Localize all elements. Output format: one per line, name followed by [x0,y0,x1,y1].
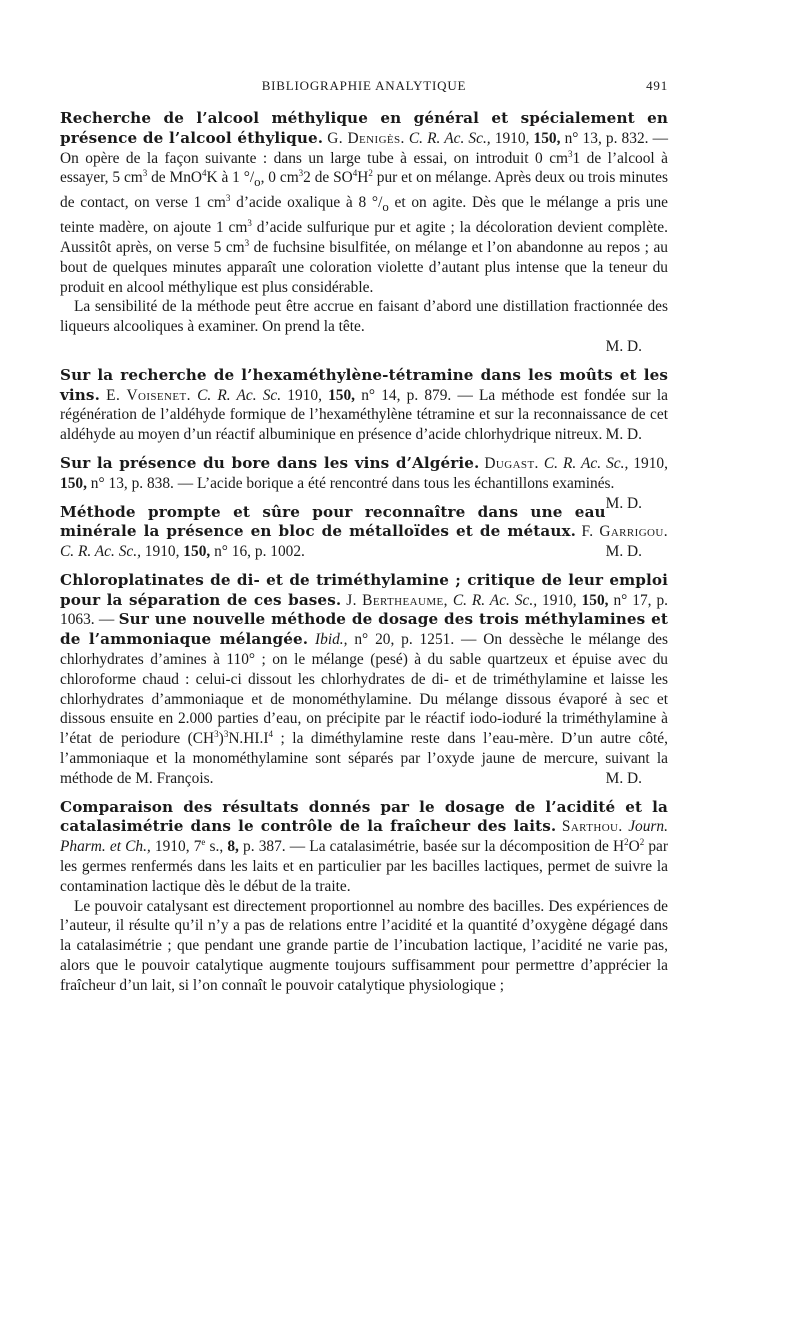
entry-signature: M. D. [605,769,642,787]
entry-year: 1910, [287,386,322,404]
entry-ref: p. 387. [243,838,286,856]
entry-author: F. Garrigou. [581,523,668,541]
entry-author: Dugast. [484,454,539,472]
abstract-entry [60,503,668,562]
entry-title: Sur la présence du bore dans les vins d’Algérie. [60,453,480,472]
entry-signature: M. D. [605,543,642,561]
entry-volume: 150, [183,543,211,561]
entry-signature: M. D. [605,494,642,512]
entry-year: 1910, [542,591,577,609]
abstract-entry [60,366,668,445]
page [60,78,668,996]
entry-title: Méthode prompte et sûre pour reconnaître dans une eau minérale la présence en bloc de métalloïdes et de métaux. [60,502,606,541]
entry-author: Sarthou. [561,818,623,836]
entry-author: E. Voisenet. [106,386,191,404]
entry-year: 1910, [144,543,180,561]
entry-title: Chloroplatinates de di- et de triméthylamine ; critique de leur emploi pour la séparation de ces bases. [60,570,668,609]
entry-ref-secondary: n° 20, p. 1251. [354,631,455,649]
entry-ref: n° 16, p. 1002. [214,543,305,561]
entry-author: J. Bertheaume, [346,591,448,609]
entry-title: Recherche de l’alcool méthylique en général et spécialement en présence de l’alcool éthylique. [60,109,668,147]
entry-author: G. Denigès. [327,129,405,147]
abstract-entry: Comparaison des résultats donnés par le dosage de l’acidité et la catalasimétrie dans le contrôle de la fraîcheur des laits. Sarthou. Journ. Pharm. et Ch., 1910, 7e s., 8, p. 387. — La catalasimétrie, basée sur la décomposition de $H^2O^2$ par les germes renfermés dans les laits et en particulier par les bacilles lactiques, permet de suivre la contamination lactique dès le début de la traite. Le pouvoir catalysant est directement proportionnel au nombre des bacilles. Des expériences de l’auteur, il résulte qu’il n’y a pas de relations entre l’acidité et la quantité d’oxygène dégagé dans la catalasimétrie ; que pendant une grande partie de l’incubation lactique, l’acidité ne varie pas, alors que le pouvoir catalytique augmente toujours suffisamment pour permettre d’apprécier la fraîcheur d’un lait, si l’on connaît le pouvoir catalytique physiologique ; [60,797,668,994]
entry-body: — L’acide borique a été rencontré dans tous les échantillons examinés. [173,474,615,492]
entry-source: C. R. Ac. Sc., [60,543,141,561]
page-number: 491 [646,78,668,93]
entry-source: C. R. Ac. Sc., [543,454,629,472]
entry-title: Comparaison des résultats donnés par le dosage de l’acidité et la catalasimétrie dans le contrôle de la fraîcheur des laits. [60,797,668,836]
entry-source: C. R. Ac. Sc., [452,591,538,609]
abstract-entry: Recherche de l’alcool méthylique en général et spécialement en présence de l’alcool éthylique. G. Denigès. C. R. Ac. Sc., 1910, 150, n° 13, p. 832. — On opère de la façon suivante : dans un large tube à essai, on introduit 0 $cm^31$ de l’alcool à essayer, 5 $cm^3$ de MnO$^4$K à 1 $^\circ/_o$, 0 $cm^32$ de $SO^4H^2$ pur et on mélange. Après deux ou trois minutes de contact, on verse 1 $cm^3$ d’acide oxalique à 8 $^\circ/_o$ et on agite. Dès que le mélange a pris une teinte madère, on ajoute 1 $cm^3$ d’acide sulfurique pur et agite ; la décoloration devient complète. Aussitôt après, on verse 5 $cm^3$ de fuchsine bisulfitée, on mélange et l’on abandonne au repos ; au bout de quelques minutes apparaît une coloration violette d’autant plus intense que la teneur du produit en alcool méthylique est plus considérable. La sensibilité de la méthode peut être accrue en faisant d’abord une distillation fractionnée des liqueurs alcooliques à examiner. On prend la tête. M. D. [60,109,669,355]
entry-series: 7e s., [193,837,224,856]
abstract-entry: Chloroplatinates de di- et de triméthylamine ; critique de leur emploi pour la séparation de ces bases. J. Bertheaume, C. R. Ac. Sc., 1910, 150, n° 17, p. 1063. — Sur une nouvelle méthode de dosage des trois méthylamines et de l’ammoniaque mélangée. Ibid., n° 20, p. 1251. — On dessèche le mélange des chlorhydrates d’amines à 110° ; on le mélange (pesé) à du sable quartzeux et épuise avec du chloroforme chaud : celui-ci dissout les chlorhydrates de di- et de triméthylamine et laisse les chlorhydrates d’ammoniaque et de monométhylamine. Du mélange dissous évaporé à sec et dissous ensuite en 2.000 parties d’eau, on précipite par le réactif iodo-ioduré la triméthylamine à l’état de periodure $(CH^3)^3N.HI.I^4$ ; la diméthylamine reste dans l’eau-mère. D’un autre côté, l’ammoniaque et la monométhylamine sont séparés par l’oxyde jaune de mercure, suivant la méthode de M. François. M. D. [60,570,668,787]
entry-source: C. R. Ac. Sc. [197,386,282,404]
entry-year: 1910, [154,838,190,856]
abstract-entry [60,453,668,512]
entry-source-secondary: Ibid., [315,631,348,649]
entry-title-secondary: Sur une nouvelle méthode de dosage des trois méthylamines et de l’ammoniaque mélangée. [60,610,668,649]
entry-ref: n° 14, p. 879. [361,386,452,404]
running-title: BIBLIOGRAPHIE ANALYTIQUE [261,78,467,93]
entry-ref: n° 17, p. 1063. [60,591,668,629]
entry-source: C. R. Ac. Sc., [408,129,491,147]
entry-paragraph: Le pouvoir catalysant est directement proportionnel au nombre des bacilles. Des expériences de l’auteur, il résulte qu’il n’y a pas de relations entre l’acidité et la quantité d’oxygène dégagé dans la catalasimétrie ; que pendant une grande partie de l’incubation lactique, l’acidité ne varie pas, alors que le pouvoir catalytique augmente toujours suffisamment pour permettre d’apprécier la fraîcheur d’un lait, si l’on connaît le pouvoir catalytique physiologique ; [60,897,668,994]
entry-body: — La méthode est fondée sur la régénération de l’aldéhyde formique de l’hexaméthylène tétramine et sur la reconnaissance de cet aldéhyde au moyen d’un réactif albuminique en présence d’acide chlorhydrique nitreux. [60,386,668,444]
entry-year: 1910, [633,454,668,472]
entry-source: Journ. Pharm. et Ch., [60,818,668,856]
entry-signature: M. D. [605,337,642,355]
entry-ref: n° 13, p. 838. [90,474,174,492]
entry-volume: 150, [533,129,561,147]
entry-year: 1910, [494,129,530,147]
entry-title: Sur la recherche de l’hexaméthylène-tétramine dans les moûts et les vins. [60,365,668,404]
entry-signature: M. D. [605,426,642,444]
running-header [60,78,668,100]
entry-ref: n° 13, p. 832. [564,129,649,147]
entry-volume: 150, [60,474,87,492]
entry-volume: 150, [581,591,609,609]
entry-paragraph: La sensibilité de la méthode peut être accrue en faisant d’abord une distillation fractionnée des liqueurs alcooliques à examiner. On prend la tête. [60,298,668,336]
entry-volume: 8, [227,838,239,856]
entry-volume: 150, [328,386,356,404]
